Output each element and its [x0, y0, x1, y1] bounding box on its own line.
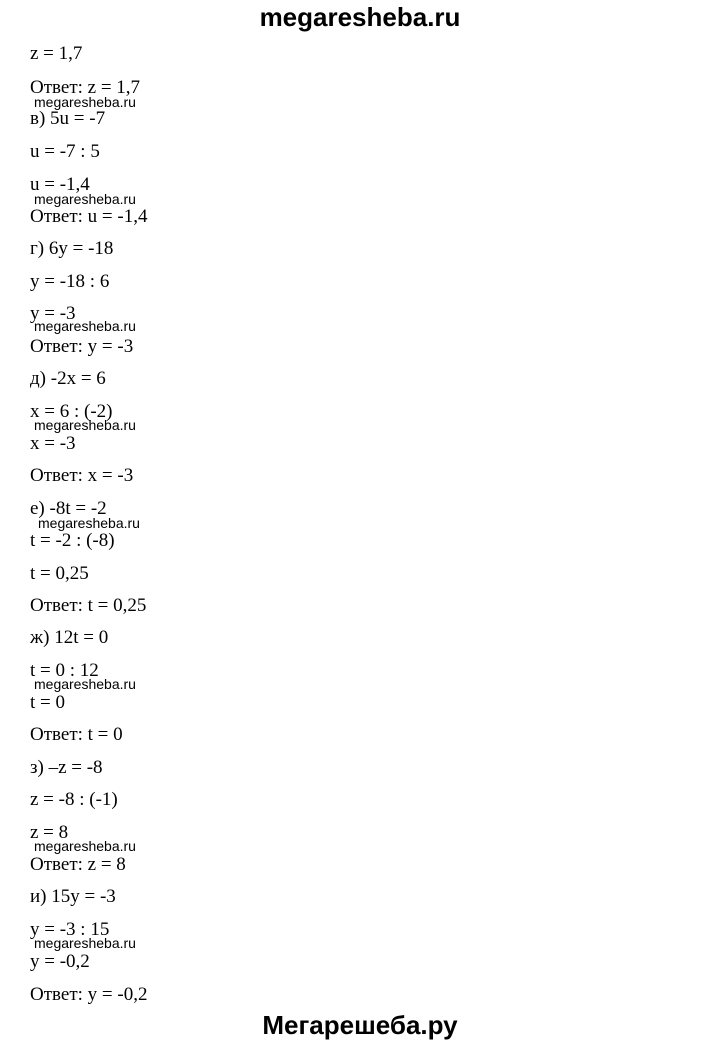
- solution-line: y = -3 : 15: [30, 919, 110, 940]
- site-header: megaresheba.ru: [259, 2, 461, 32]
- watermark: megaresheba.ru: [34, 94, 136, 110]
- solution-line: y = -0,2: [30, 951, 90, 972]
- task-line: и) 15y = -3: [30, 886, 116, 907]
- solution-line: y = -3: [30, 303, 76, 324]
- answer-line: Ответ: z = 8: [30, 854, 126, 875]
- solution-line: t = -2 : (-8): [30, 530, 115, 551]
- watermark: megaresheba.ru: [34, 935, 136, 951]
- solution-line: y = -18 : 6: [30, 271, 110, 292]
- site-footer: Мегарешеба.ру: [262, 1010, 458, 1040]
- task-line: г) 6y = -18: [30, 238, 114, 259]
- task-line: д) -2x = 6: [30, 368, 106, 389]
- task-line: е) -8t = -2: [30, 498, 107, 519]
- solution-line: z = -8 : (-1): [30, 789, 118, 810]
- solution-line: t = 0,25: [30, 563, 89, 584]
- solution-line: t = 0 : 12: [30, 660, 99, 681]
- answer-line: Ответ: u = -1,4: [30, 206, 148, 227]
- solution-line: x = 6 : (-2): [30, 401, 113, 422]
- answer-line: Ответ: t = 0: [30, 724, 123, 745]
- answer-line: Ответ: t = 0,25: [30, 595, 147, 616]
- watermark: megaresheba.ru: [34, 318, 136, 334]
- watermark: megaresheba.ru: [34, 191, 136, 207]
- watermark: megaresheba.ru: [34, 838, 136, 854]
- solution-line: z = 1,7: [30, 43, 83, 64]
- task-line: з) –z = -8: [30, 757, 103, 778]
- solution-line: x = -3: [30, 433, 76, 454]
- solution-line: z = 8: [30, 822, 69, 843]
- solution-line: u = -7 : 5: [30, 141, 100, 162]
- task-line: ж) 12t = 0: [30, 627, 109, 648]
- solution-line: u = -1,4: [30, 174, 90, 195]
- watermark: megaresheba.ru: [34, 676, 136, 692]
- solution-line: t = 0: [30, 692, 65, 713]
- watermark: megaresheba.ru: [38, 515, 140, 531]
- watermark: megaresheba.ru: [34, 417, 136, 433]
- answer-line: Ответ: y = -3: [30, 336, 134, 357]
- answer-line: Ответ: y = -0,2: [30, 984, 148, 1005]
- task-line: в) 5u = -7: [30, 108, 106, 129]
- answer-line: Ответ: z = 1,7: [30, 77, 141, 98]
- answer-line: Ответ: x = -3: [30, 465, 134, 486]
